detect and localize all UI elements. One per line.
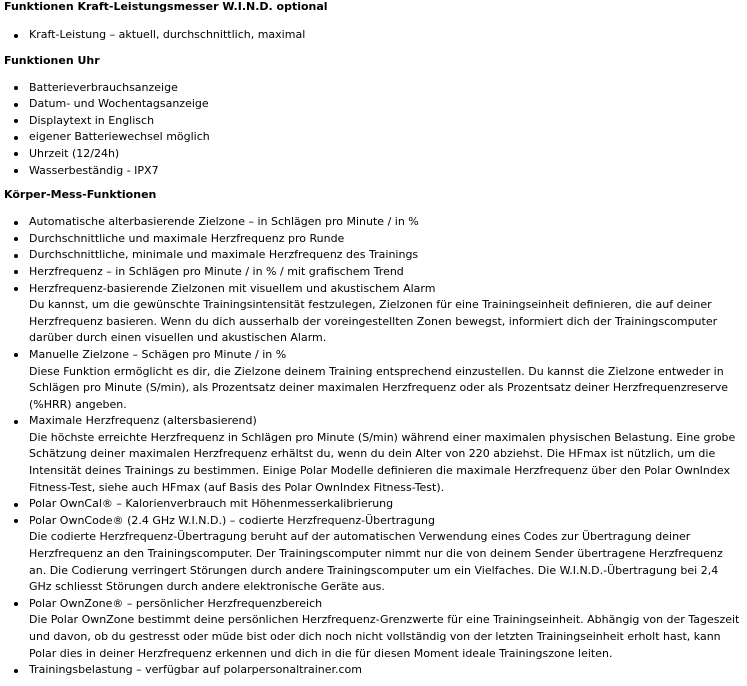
list-item-label: eigener Batteriewechsel möglich [29, 130, 210, 144]
list-item-label: Maximale Herzfrequenz (altersbasierend) [29, 414, 257, 428]
list-item-label: Datum- und Wochentagsanzeige [29, 97, 209, 111]
list-item-label: Herzfrequenz – in Schlägen pro Minute / in % / mit grafischem Trend [29, 264, 404, 278]
list-item [29, 163, 743, 180]
list-item-label: Displaytext in Englisch [29, 113, 155, 127]
list-item [29, 347, 743, 413]
list-item-label: Kraft-Leistung – aktuell, durchschnittlich, maximal [29, 28, 306, 41]
section-title-power-meter: Funktionen Kraft-Leistungsmesser W.I.N.D. optional [4, 0, 328, 13]
section-title-watch: Funktionen Uhr [4, 53, 100, 67]
list-item [29, 413, 743, 496]
list-item [29, 596, 743, 662]
list-item [29, 496, 743, 513]
list-item [29, 513, 743, 596]
feature-list-power-meter [4, 27, 743, 44]
list-item-description: Die Polar OwnZone bestimmt deine persönlichen Herzfrequenz-Grenzwerte für eine Trainingseinheit. Abhängig von der Tageszeit und davon, ob du gestresst oder müde bist oder dich noch nicht vollständig von der letzten Trainingseinheit erholt hast, kann Polar dies in deiner Herzfrequenz erkennen und dich in die für diesen Moment ideale Trainingszone leiten. [29, 613, 740, 660]
list-item [29, 662, 743, 679]
list-item [29, 146, 743, 163]
list-item-label: Uhrzeit (12/24h) [29, 146, 120, 160]
list-item-label: Polar OwnCal® – Kalorienverbrauch mit Höhenmesserkalibrierung [29, 497, 394, 511]
list-item [29, 129, 743, 146]
list-item-label: Durchschnittliche, minimale und maximale Herzfrequenz des Trainings [29, 248, 419, 262]
list-item [29, 214, 743, 231]
list-item [29, 281, 743, 347]
list-item [29, 231, 743, 248]
list-item-label: Wasserbeständig - IPX7 [29, 163, 159, 177]
feature-list-body-measurement [4, 214, 743, 679]
list-item-label: Durchschnittliche und maximale Herzfrequenz pro Runde [29, 231, 345, 245]
list-item-label: Batterieverbrauchsanzeige [29, 80, 178, 94]
list-item [29, 113, 743, 130]
list-item-label: Polar OwnZone® – persönlicher Herzfrequenzbereich [29, 596, 323, 610]
list-item [29, 27, 743, 44]
list-item [29, 264, 743, 281]
list-item-description: Du kannst, um die gewünschte Trainingsintensität festzulegen, Zielzonen für eine Trainingseinheit definieren, die auf deiner Herzfrequenz basieren. Wenn du dich ausserhalb der voreingestellten Zonen bewegst, informiert dich der Trainingscomputer darüber durch einen visuellen und akustischen Alarm. [29, 298, 718, 345]
list-item-description: Die höchste erreichte Herzfrequenz in Schlägen pro Minute (S/min) während einer maximalen physischen Belastung. Eine grobe Schätzung deiner maximalen Herzfrequenz erhältst du, wenn du dein Alter von 220 abziehst. Die HFmax ist nützlich, um die Intensität deines Trainings zu bestimmen. Einige Polar Modelle definieren die maximale Herzfrequenz über den Polar OwnIndex Fitness-Test, siehe auch HFmax (auf Basis des Polar OwnIndex Fitness-Test). [29, 430, 736, 494]
list-item-label: Polar OwnCode® (2.4 GHz W.I.N.D.) – codierte Herzfrequenz-Übertragung [29, 513, 435, 527]
list-item [29, 96, 743, 113]
list-item-label: Manuelle Zielzone – Schägen pro Minute / in % [29, 347, 287, 361]
feature-list-watch [4, 80, 743, 180]
list-item-description: Diese Funktion ermöglicht es dir, die Zielzone deinem Training entsprechend einzustellen. Du kannst die Zielzone entweder in Schlägen pro Minute (S/min), als Prozentsatz deiner maximalen Herzfrequenz oder als Prozentsatz deiner Herzfrequenzreserve (%HRR) angeben. [29, 364, 728, 411]
list-item-label: Trainingsbelastung – verfügbar auf polarpersonaltrainer.com [29, 663, 363, 677]
list-item-label: Automatische alterbasierende Zielzone – in Schlägen pro Minute / in % [29, 215, 419, 229]
list-item-label: Herzfrequenz-basierende Zielzonen mit visuellem und akustischem Alarm [29, 281, 436, 295]
list-item-description: Die codierte Herzfrequenz-Übertragung beruht auf der automatischen Verwendung eines Codes zur Übertragung deiner Herzfrequenz an den Trainingscomputer. Der Trainingscomputer nimmt nur die von deinem Sender übertragene Herzfrequenz an. Die Codierung verringert Störungen durch andere Trainingscomputer um ein Vielfaches. Die W.I.N.D.-Übertragung bei 2,4 GHz schliesst Störungen durch andere elektronische Geräte aus. [29, 530, 723, 594]
list-item [29, 247, 743, 264]
list-item [29, 80, 743, 97]
section-title-body-measurement: Körper-Mess-Funktionen [4, 188, 157, 202]
